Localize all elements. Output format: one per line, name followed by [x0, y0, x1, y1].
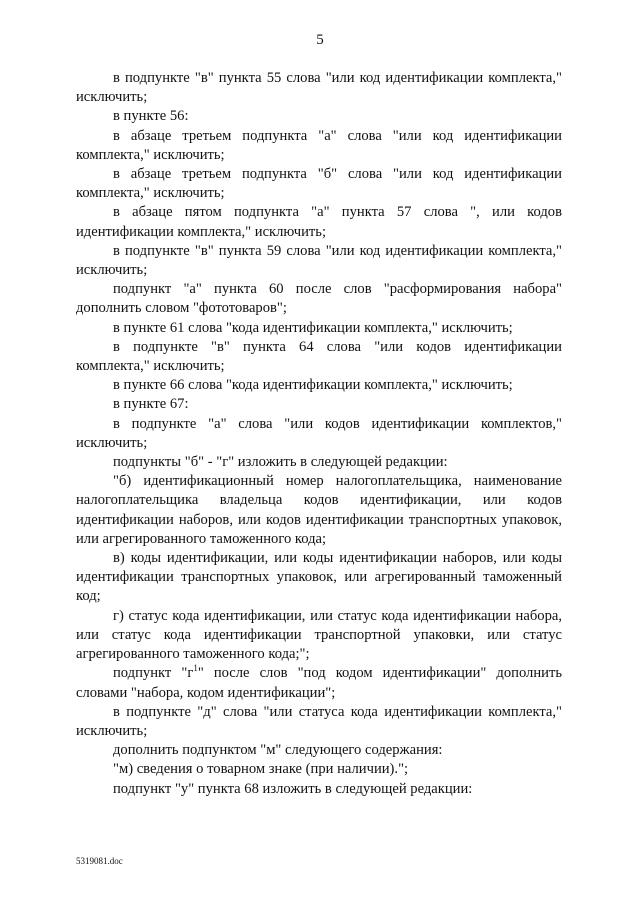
page-number: 5	[316, 32, 324, 48]
document-body	[76, 69, 562, 799]
paragraph-with-superscript	[76, 664, 562, 702]
paragraph: дополнить подпунктом "м" следующего содержания:	[113, 742, 443, 759]
paragraph-text-end: " после слов "под кодом идентификации" дополнить словами "набора, кодом идентификации";	[76, 665, 562, 701]
superscript: 1	[193, 663, 198, 674]
paragraph-text-start: подпункт "г	[113, 665, 194, 682]
paragraph: в) коды идентификации, или коды идентификации наборов, или коды идентификации транспортных упаковок, или агрегированный таможенный код;	[76, 550, 562, 605]
footer-filename: 5319081.doc	[76, 856, 123, 866]
paragraph: в подпункте "д" слова "или статуса кода идентификации комплекта," исключить;	[76, 703, 562, 739]
paragraph: в подпункте "в" пункта 59 слова "или код идентификации комплекта," исключить;	[76, 242, 562, 279]
paragraph: г) статус кода идентификации, или статус кода идентификации набора, или статус кода идентификации транспортной упаковки, или статус агрегированного таможенного кода;";	[76, 607, 562, 663]
paragraph: в подпункте "в" пункта 64 слова "или кодов идентификации комплекта," исключить;	[76, 338, 562, 375]
paragraph: в абзаце третьем подпункта "б" слова "или код идентификации комплекта," исключить;	[76, 166, 562, 202]
paragraph: "б) идентификационный номер налогоплательщика, наименование налогоплательщика владельца кодов идентификации, или кодов идентификации наборов, или кодов идентификации транспортных упаковок, или агрегированного таможенного кода;	[76, 473, 562, 547]
paragraph: "м) сведения о товарном знаке (при наличии).";	[113, 761, 409, 778]
paragraph: в абзаце третьем подпункта "а" слова "или код идентификации комплекта," исключить;	[76, 127, 562, 163]
paragraph: в подпункте "а" слова "или кодов идентификации комплектов," исключить;	[76, 415, 562, 451]
paragraph: подпункт "а" пункта 60 после слов "расформирования набора" дополнить словом "фототоваров";	[76, 281, 562, 317]
paragraph: подпункты "б" - "г" изложить в следующей редакции:	[113, 454, 448, 471]
paragraph: в пункте 66 слова "кода идентификации комплекта," исключить;	[113, 377, 513, 394]
paragraph: в пункте 56:	[113, 108, 189, 125]
paragraph: в абзаце пятом подпункта "а" пункта 57 слова ", или кодов идентификации комплекта," исключить;	[76, 204, 562, 240]
paragraph: в подпункте "в" пункта 55 слова "или код идентификации комплекта," исключить;	[76, 70, 562, 106]
paragraph: в пункте 67:	[113, 396, 189, 413]
paragraph: подпункт "у" пункта 68 изложить в следующей редакции:	[113, 780, 473, 797]
paragraph: в пункте 61 слова "кода идентификации комплекта," исключить;	[113, 319, 513, 336]
